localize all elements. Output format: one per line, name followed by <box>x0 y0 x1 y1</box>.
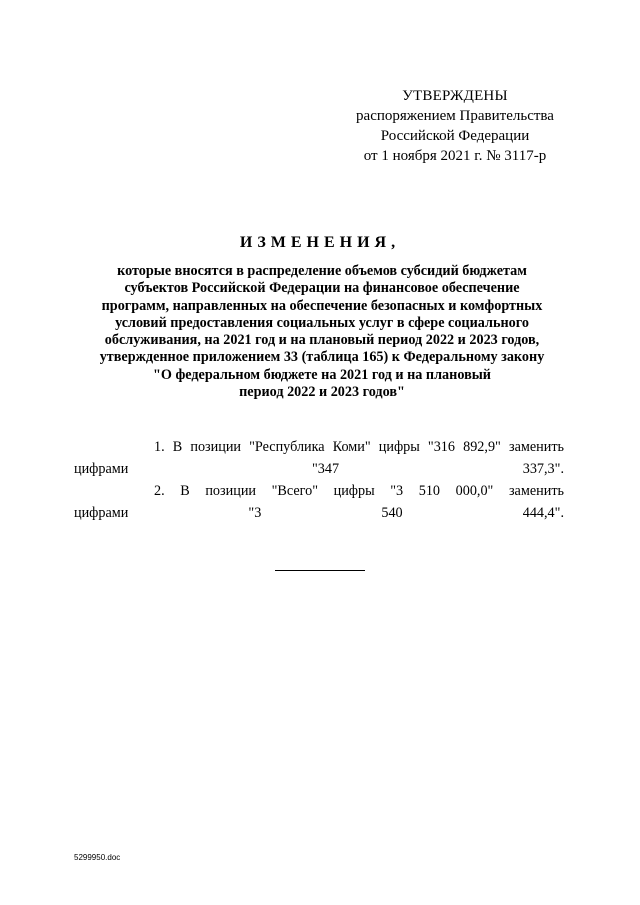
approval-title: УТВЕРЖДЕНЫ <box>402 88 508 104</box>
amendment-1-line-1: 1. В позиции "Республика Коми" цифры "316 892,9" заменить <box>154 439 564 455</box>
subheading-line: программ, направленных на обеспечение безопасных и комфортных <box>101 297 543 314</box>
subheading-line: утвержденное приложением 33 (таблица 165) к Федеральному закону <box>99 349 545 366</box>
amendment-2-line-2: цифрами "3 540 444,4". <box>74 505 564 521</box>
approval-line-1: распоряжением Правительства <box>356 108 554 124</box>
amendment-item-2 <box>74 480 564 524</box>
amendment-1-line-2: цифрами "347 337,3". <box>74 461 564 477</box>
subheading-line: условий предоставления социальных услуг в сфере социального <box>115 314 529 331</box>
approval-block <box>330 86 580 166</box>
file-code: 5299950.doc <box>74 853 121 862</box>
amendment-item-1 <box>74 436 564 480</box>
approval-line-2: Российской Федерации <box>380 128 530 144</box>
closing-divider <box>275 570 365 571</box>
subheading-line: субъектов Российской Федерации на финансовое обеспечение <box>124 280 520 297</box>
subheading-line: которые вносятся в распределение объемов субсидий бюджетам <box>117 263 527 279</box>
subheading-line: период 2022 и 2023 годов" <box>239 384 405 401</box>
amendment-2-line-1: 2. В позиции "Всего" цифры "3 510 000,0" заменить <box>154 483 564 499</box>
amendment-list <box>74 436 564 524</box>
document-subheading <box>80 263 564 401</box>
subheading-line: обслуживания, на 2021 год и на плановый период 2022 и 2023 годов, <box>104 332 540 349</box>
approval-line-3: от 1 ноября 2021 г. № 3117-р <box>363 148 547 164</box>
document-heading: ИЗМЕНЕНИЯ, <box>239 234 401 251</box>
subheading-line: "О федеральном бюджете на 2021 год и на плановый <box>153 366 491 383</box>
